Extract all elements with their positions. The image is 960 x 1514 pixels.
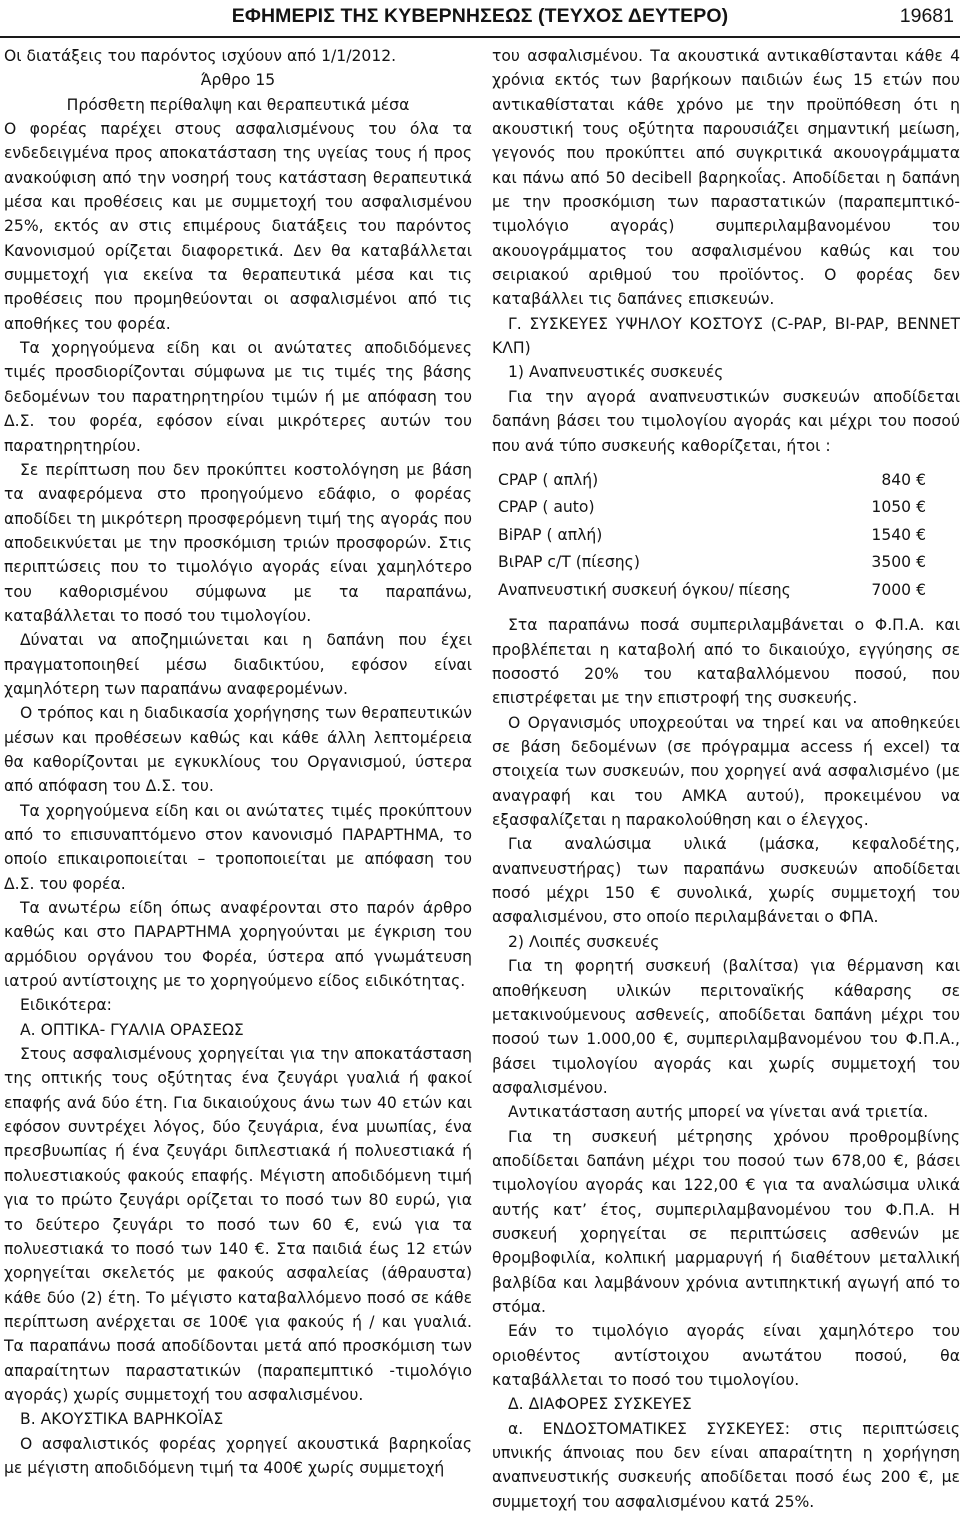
paragraph: Στους ασφαλισμένους χορηγείται για την αποκατάσταση της οπτικής τους οξύτητας ένα ζευγάρι γυαλιά ή φακοί επαφής ανά δύο έτη. Για δικαιούχους άνω των 40 ετών και εφόσον συντρέχει λόγος, δύο ζευγάρια, ένα μυωπίας, ένα πρεσβυωπίας ή ένα ζευγάρι διπλεστιακά ή πολυεστιακά ή πολυεστιακούς φακούς επαφής. Μέγιστη αποδιδόμενη τιμή για το πρώτο ζευγάρι ορίζεται το ποσό των 80 ευρώ, για το δεύτερο ζευγάρι το ποσό των 60 €, ενώ για τα πολυεστιακά το ποσό των 140 €. Στα παιδιά έως 12 ετών χορηγείται σκελετός με φακούς ασφαλείας (άθραυστα) κάθε δύο (2) έτη. Το μέγιστο καταβαλλόμενο ποσό σε κάθε περίπτωση ανέρχεται σε 100€ για φακούς ή / και γυαλιά. Τα παραπάνω ποσά αποδίδονται μετά από προσκόμιση των απαραίτητων παραστατικών (παραπεμπτικό -τιμολόγιο αγοράς) χωρίς συμμετοχή του ασφαλισμένου. bbox=[4, 1045, 472, 1404]
paragraph: Αντικατάσταση αυτής μπορεί να γίνεται ανά τριετία. bbox=[508, 1103, 929, 1122]
paragraph: Για τη φορητή συσκευή (βαλίτσα) για θέρμανση και αποθήκευση υλικών περιτοναϊκής κάθαρσης σε μετακινούμενους ασθενείς, αποδίδεται δαπάνη μέχρι του ποσού των 1.000,00 €, συμπεριλαμβανομένου του Φ.Π.Α., βάσει τιμολογίου αγοράς και χωρίς συμμετοχή του ασφαλισμένου. bbox=[492, 957, 960, 1097]
section-heading-d: Δ. ΔΙΑΦΟΡΕΣ ΣΥΣΚΕΥΕΣ bbox=[508, 1395, 692, 1414]
page-number: 19681 bbox=[899, 5, 954, 27]
subsection-heading: 2) Λοιπές συσκευές bbox=[508, 932, 660, 951]
table-row bbox=[498, 467, 926, 495]
section-heading-a: Α. ΟΠΤΙΚΑ- ΓΥΑΛΙΑ ΟΡΑΣΕΩΣ bbox=[20, 1020, 244, 1039]
device-price: 1050 € bbox=[871, 498, 926, 517]
right-column bbox=[492, 44, 960, 1514]
article-heading: Άρθρο 15 bbox=[200, 71, 276, 90]
effective-date-paragraph: Οι διατάξεις του παρόντος ισχύουν από 1/1/2012. bbox=[4, 47, 397, 65]
paragraph: Δύναται να αποζημιώνεται και η δαπάνη που έχει πραγματοποιηθεί μέσω διαδικτύου, εφόσον είναι χαμηλότερη των παραπάνω αναφερομένων. bbox=[4, 631, 472, 698]
device-name: ΒιPAP c/T (πίεσης) bbox=[498, 553, 640, 572]
subheading: Ειδικότερα: bbox=[20, 996, 112, 1015]
gazette-title: ΕΦΗΜΕΡΙΣ ΤΗΣ ΚΥΒΕΡΝΗΣΕΩΣ (ΤΕΥΧΟΣ ΔΕΥΤΕΡΟ) bbox=[231, 5, 729, 27]
paragraph: Ο ασφαλιστικός φορέας χορηγεί ακουστικά βαρηκοΐας με μέγιστη αποδιδόμενη τιμή τα 400€ χωρίς συμμετοχή bbox=[4, 1434, 472, 1477]
device-name: CPAP ( auto) bbox=[498, 498, 595, 517]
device-price: 3500 € bbox=[871, 553, 926, 572]
table-row bbox=[498, 522, 926, 550]
paragraph: Για τη συσκευή μέτρησης χρόνου προθρομβίνης αποδίδεται δαπάνη μέχρι του ποσού των 678,00 €, βάσει τιμολογίου αγοράς και 122,00 € για τα αναλώσιμα υλικά αυτής κατ’ έτος, συμπεριλαμβανομένου του Φ.Π.Α. Η συσκευή χορηγείται σε περιπτώσεις ασθενών με θρομβοφιλία, κολπική μαρμαρυγή ή διαθέτουν μεταλλική βαλβίδα και λαμβάνουν χρόνια αντιπηκτική αγωγή από το στόμα. bbox=[492, 1127, 960, 1316]
device-price: 1540 € bbox=[871, 525, 926, 544]
table-row bbox=[498, 549, 926, 577]
paragraph: Για την αγορά αναπνευστικών συσκευών αποδίδεται δαπάνη βάσει του τιμολογίου αγοράς και μέχρι του ποσού που ανά τύπο συσκευής καθορίζεται, ήτοι : bbox=[492, 387, 960, 455]
page-header bbox=[0, 0, 960, 40]
paragraph: Στα παραπάνω ποσά συμπεριλαμβάνεται ο Φ.Π.Α. και προβλέπεται η καταβολή από το δικαιούχο, εγγύησης σε ποσοστό 20% του καταβαλλόμενου ποσού, που επιστρέφεται με την επιστροφή της συσκευής. bbox=[492, 616, 960, 708]
paragraph: Τα ανωτέρω είδη όπως αναφέρονται στο παρόν άρθρο καθώς και στο ΠΑΡΑΡΤΗΜΑ χορηγούνται με έγκριση του αρμόδιου οργάνου του Φορέα, ύστερα από γνωμάτευση ιατρού αντίστοιχης με το χορηγούμενο είδος ειδικότητας. bbox=[4, 899, 472, 991]
device-price: 840 € bbox=[881, 470, 926, 489]
paragraph: Τα χορηγούμενα είδη και οι ανώτατες αποδιδόμενες τιμές προσδιορίζονται σύμφωνα με τις τιμές της βάσης δεδομένων του παρατηρητηρίου τιμών ή με απόφαση του Δ.Σ. του φορέα, εφόσον είναι μικρότερες αυτών του παρατηρητηρίου. bbox=[4, 339, 472, 455]
section-heading-c: Γ. ΣΥΣΚΕΥΕΣ ΥΨΗΛΟΥ ΚΟΣΤΟΥΣ (C-PAP, BI-PAP, BENNET ΚΛΠ) bbox=[492, 314, 960, 358]
subsection-heading: 1) Αναπνευστικές συσκευές bbox=[508, 363, 724, 382]
table-row bbox=[498, 577, 926, 605]
article-title: Πρόσθετη περίθαλψη και θεραπευτικά μέσα bbox=[66, 95, 410, 114]
paragraph: α. ΕΝΔΟΣΤΟΜΑΤΙΚΕΣ ΣΥΣΚΕΥΕΣ: στις περιπτώσεις υπνικής άπνοιας που δεν είναι απαραίτητη η χορήγηση αναπνευστικής συσκευής αποδίδεται ποσό έως 200 €, με συμμετοχή του ασφαλισμένου κατά 25%. bbox=[492, 1419, 960, 1511]
header-rule bbox=[0, 36, 960, 38]
device-name: BiPAP ( απλή) bbox=[498, 525, 603, 544]
section-heading-b: Β. ΑΚΟΥΣΤΙΚΑ ΒΑΡΗΚΟΪΑΣ bbox=[20, 1410, 224, 1429]
paragraph: Εάν το τιμολόγιο αγοράς είναι χαμηλότερο του οριοθέντος αντίστοιχου ανωτάτου ποσού, θα καταβάλλεται το ποσό του τιμολογίου. bbox=[492, 1322, 960, 1389]
paragraph: Σε περίπτωση που δεν προκύπτει κοστολόγηση με βάση τα αναφερόμενα στο προηγούμενο εδάφιο, ο φορέας αποδίδει τη μικρότερη προσφερόμενη τιμή της αγοράς που αποδεικνύεται με την προσκόμιση τριών προσφορών. Στις περιπτώσεις που το τιμολόγιο αγοράς είναι χαμηλότερο του καθορισμένου σύμφωνα με τα παραπάνω, καταβάλλεται το ποσό του τιμολογίου. bbox=[4, 460, 472, 625]
paragraph: Τα χορηγούμενα είδη και οι ανώτατες τιμές προκύπτουν από το επισυναπτόμενο στον κανονισμό ΠΑΡΑΡΤΗΜΑ, το οποίο επικαιροποιείται – τροποποιείται με απόφαση του Δ.Σ. του φορέα. bbox=[4, 801, 472, 893]
price-table bbox=[498, 467, 926, 605]
paragraph: Για αναλώσιμα υλικά (μάσκα, κεφαλοδέτης, αναπνευστήρας) των παραπάνω συσκευών αποδίδεται ποσό μέχρι 150 € συνολικά, χωρίς συμμετοχή του ασφαλισμένου, στο οποίο περιλαμβάνεται ο ΦΠΑ. bbox=[492, 835, 960, 927]
paragraph: του ασφαλισμένου. Τα ακουστικά αντικαθίστανται κάθε 4 χρόνια εκτός των βαρήκοων παιδιών έως 15 ετών που αντικαθίσταται κάθε χρόνο με την προϋπόθεση ότι η ακουστική τους οξύτητα παρουσιάζει σημαντική μείωση, γεγονός που προκύπτει από συγκριτικά ακουογράμματα και πάνω από 50 decibell βαρηκοΐας. Αποδίδεται η δαπάνη με την προσκόμιση των παραστατικών (παραπεμπτικό-τιμολόγιο αγοράς) συμπεριλαμβανομένου του ακουογράμματος του ασφαλισμένου καθώς και του σειριακού αριθμού του προϊόντος. Ο φορέας δεν καταβάλλει τις δαπάνες επισκευών. bbox=[492, 47, 960, 309]
left-column bbox=[4, 44, 472, 1480]
paragraph: Ο Οργανισμός υποχρεούται να τηρεί και να αποθηκεύει σε βάση δεδομένων (σε πρόγραμμα access ή excel) τα στοιχεία των συσκευών, που χορηγεί ανά ασφαλισμένο (με αναγραφή και του ΑΜΚΑ αυτού), προκειμένου να εξασφαλίζεται η παρακολούθηση και ο έλεγχος. bbox=[492, 713, 960, 830]
table-row bbox=[498, 494, 926, 522]
device-price: 7000 € bbox=[871, 580, 926, 599]
device-name: CPAP ( απλή) bbox=[498, 470, 599, 489]
paragraph: Ο τρόπος και η διαδικασία χορήγησης των θεραπευτικών μέσων και προθέσεων καθώς και κάθε άλλη λεπτομέρεια θα καθορίζονται με εγκυκλίους του Οργανισμού, ύστερα από απόφαση του Δ.Σ. του. bbox=[4, 704, 472, 796]
device-name: Αναπνευστική συσκευή όγκου/ πίεσης bbox=[498, 580, 791, 599]
paragraph: Ο φορέας παρέχει στους ασφαλισμένους του όλα τα ενδεδειγμένα προς αποκατάσταση της υγείας τους ή προς ανακούφιση από την νοσηρή τους κατάσταση θεραπευτικά μέσα και προθέσεις και με συμμετοχή του ασφαλισμένου 25%, εκτός αν στις επιμέρους διατάξεις του παρόντος Κανονισμού ορίζεται διαφορετικά. Δεν θα καταβάλλεται συμμετοχή για εκείνα τα θεραπευτικά μέσα και τις προθέσεις που προμηθεύονται οι ασφαλισμένοι από τις αποθήκες του φορέα. bbox=[4, 120, 472, 333]
